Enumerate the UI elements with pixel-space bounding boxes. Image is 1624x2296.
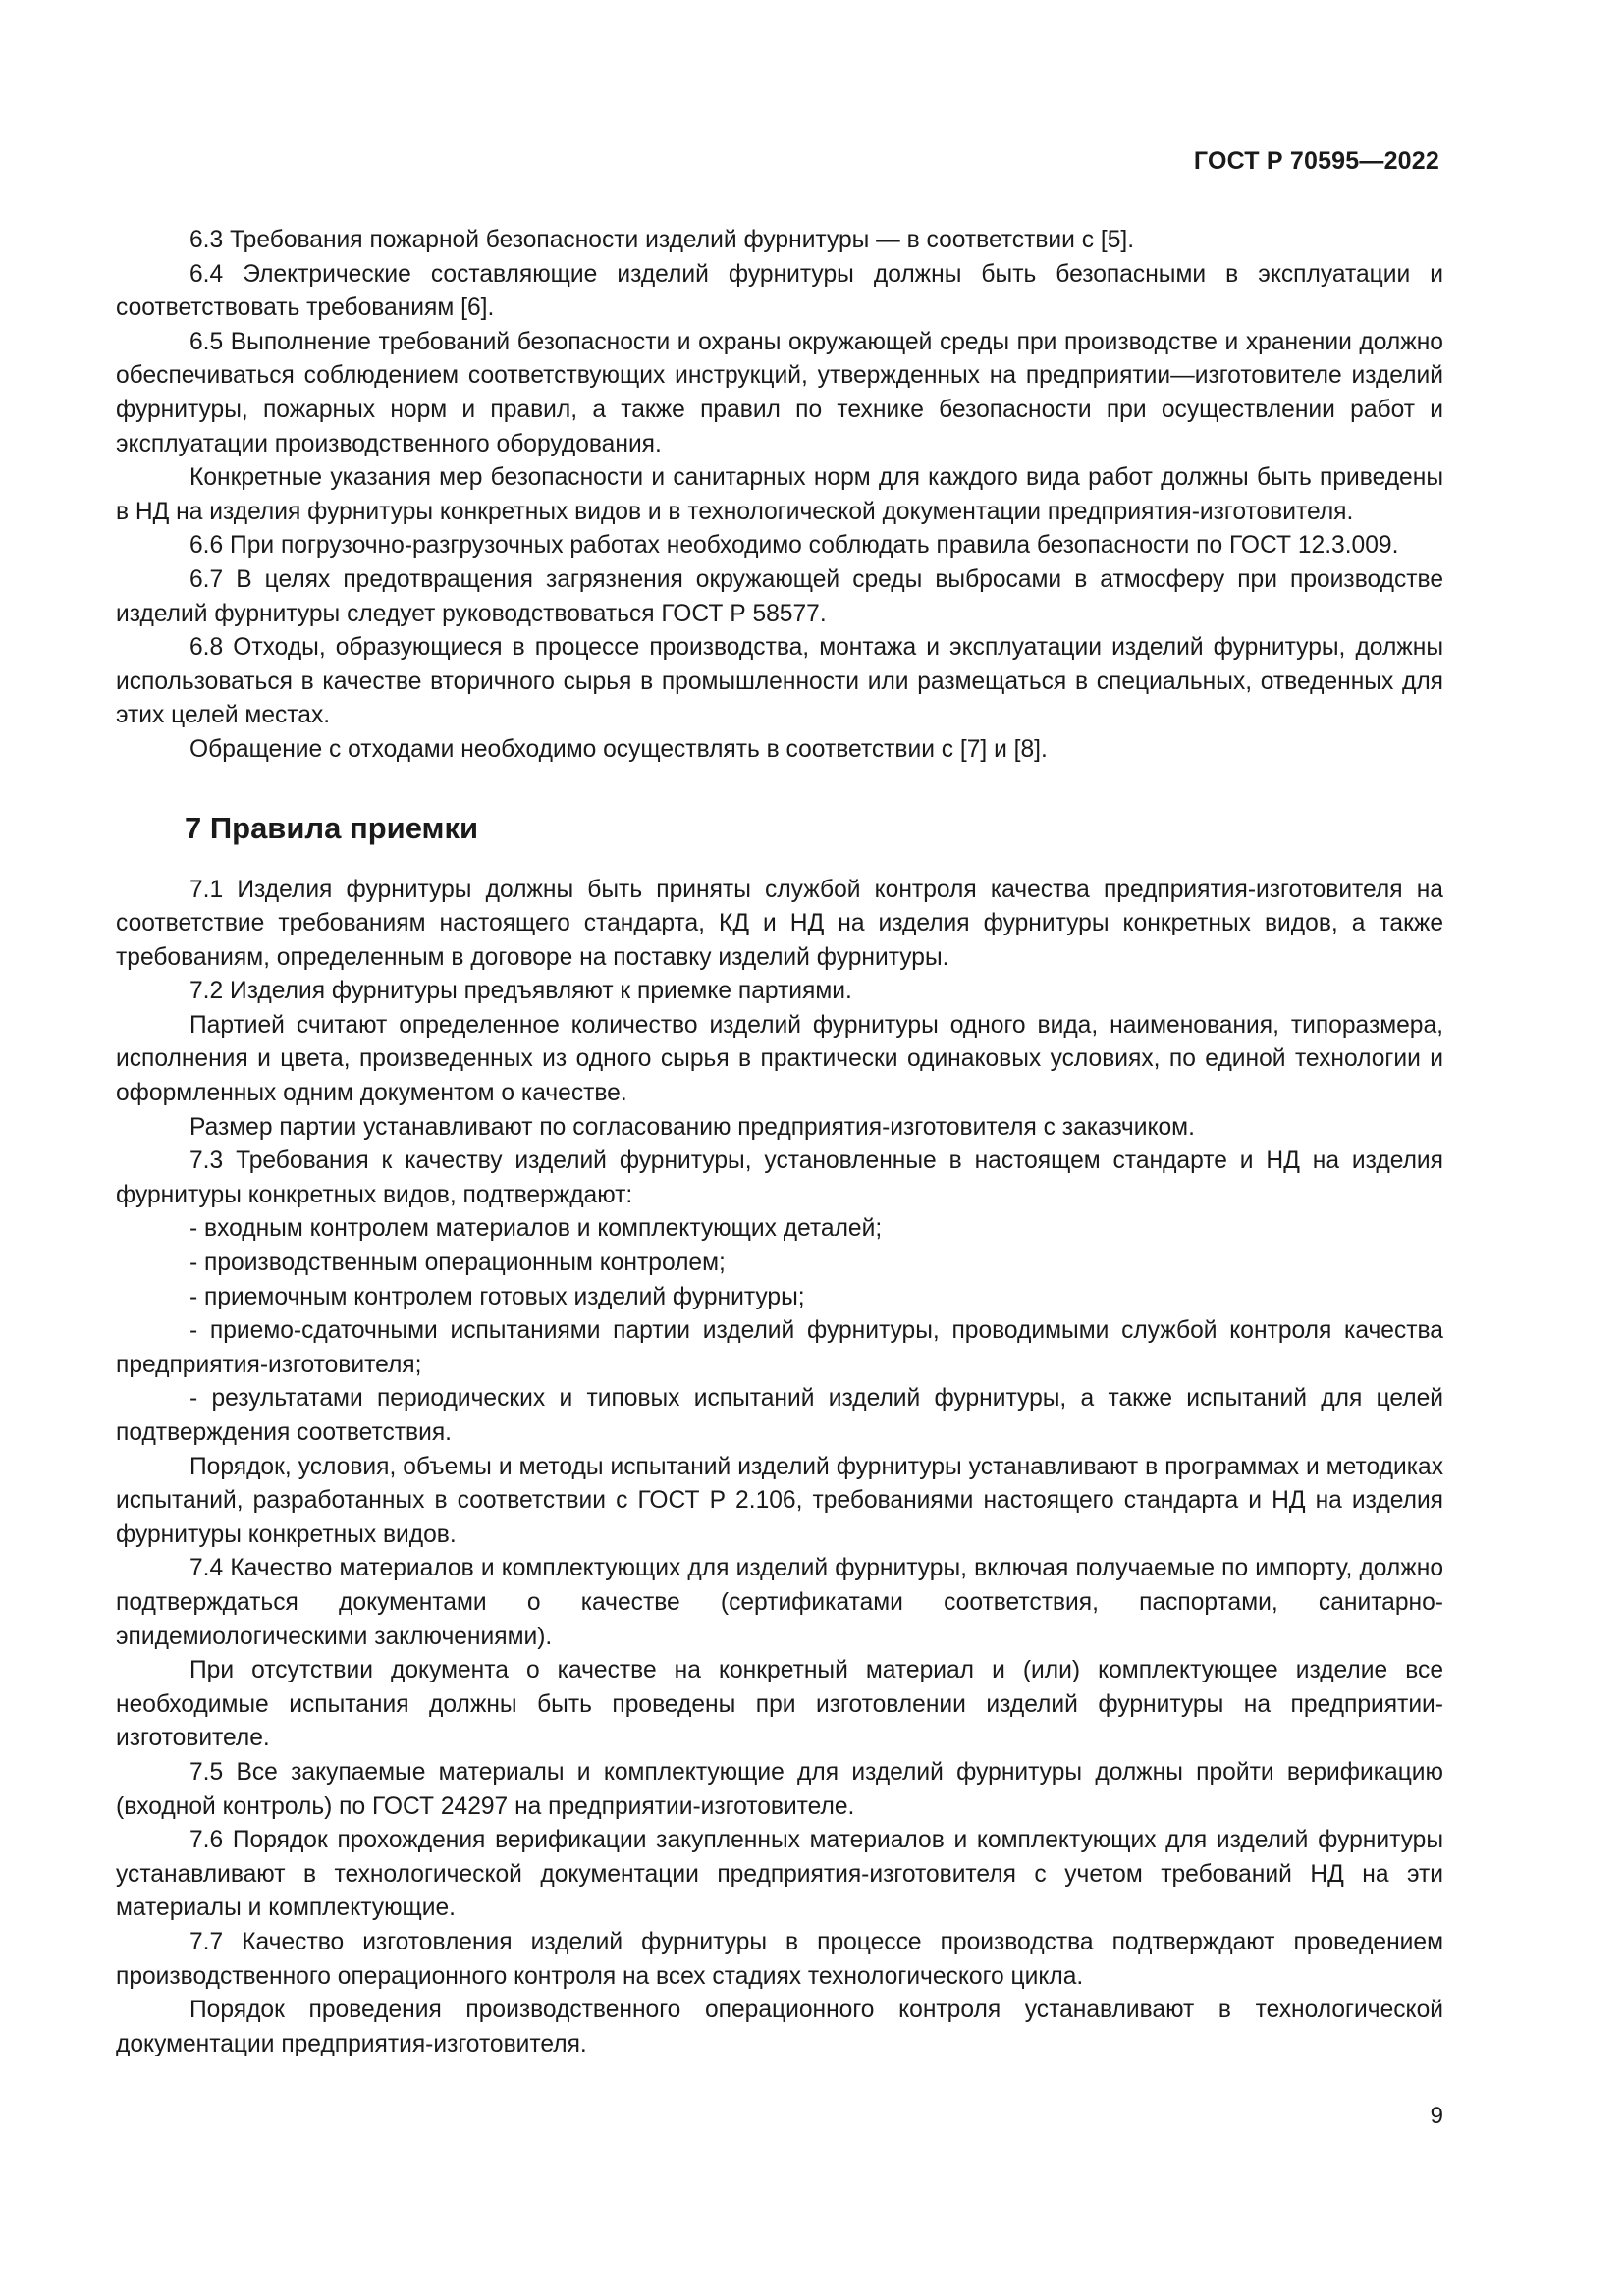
list-item: - приемочным контролем готовых изделий фурнитуры;: [189, 1283, 805, 1310]
paragraph: 7.1 Изделия фурнитуры должны быть приняты службой контроля качества предприятия-изготовителя на соответствие требованиям настоящего стандарта, КД и НД на изделия фурнитуры конкретных видов, а также требованиям, определенным в договоре на поставку изделий фурнитуры.: [116, 876, 1443, 971]
paragraph: 7.2 Изделия фурнитуры предъявляют к приемке партиями.: [189, 978, 852, 1005]
list-item: - входным контролем материалов и комплектующих деталей;: [189, 1215, 883, 1243]
paragraph: Партией считают определенное количество изделий фурнитуры одного вида, наименования, типоразмера, исполнения и цвета, произведенных из одного сырья в практически одинаковых условиях, по единой технологии и оформленных одним документом о качестве.: [116, 1011, 1443, 1107]
page-number: 9: [1430, 2103, 1443, 2129]
paragraph: 7.6 Порядок прохождения верификации закупленных материалов и комплектующих для изделий фурнитуры устанавливают в технологической документации предприятия-изготовителя с учетом требований НД на эти материалы и комплектующие.: [116, 1827, 1443, 1922]
paragraph: 6.4 Электрические составляющие изделий фурнитуры должны быть безопасными в эксплуатации и соответствовать требованиям [6].: [116, 260, 1443, 322]
paragraph: 6.5 Выполнение требований безопасности и охраны окружающей среды при производстве и хранении должно обеспечиваться соблюдением соответствующих инструкций, утвержденных на предприятии—изготовителе изделий фурнитуры, пожарных норм и правил, а также правил по технике безопасности при осуществлении работ и эксплуатации производственного оборудования.: [116, 328, 1443, 457]
paragraph: Конкретные указания мер безопасности и санитарных норм для каждого вида работ должны быть приведены в НД на изделия фурнитуры конкретных видов и в технологической документации предприятия-изготовителя.: [116, 464, 1443, 525]
list-item: - приемо-сдаточными испытаниями партии изделий фурнитуры, проводимыми службой контроля качества предприятия-изготовителя;: [116, 1317, 1443, 1378]
paragraph: Размер партии устанавливают по согласованию предприятия-изготовителя с заказчиком.: [189, 1113, 1195, 1141]
paragraph: Порядок проведения производственного операционного контроля устанавливают в технологической документации предприятия-изготовителя.: [116, 1997, 1443, 2057]
paragraph: При отсутствии документа о качестве на конкретный материал и (или) комплектующее изделие все необходимые испытания должны быть проведены при изготовлении изделий фурнитуры на предприятии-изготовителе.: [116, 1657, 1443, 1752]
list-item: - производственным операционным контролем;: [189, 1250, 726, 1277]
document-body: [116, 224, 1443, 2061]
paragraph: 6.7 В целях предотвращения загрязнения окружающей среды выбросами в атмосферу при производстве изделий фурнитуры следует руководствоваться ГОСТ Р 58577.: [116, 565, 1443, 627]
paragraph: 6.8 Отходы, образующиеся в процессе производства, монтажа и эксплуатации изделий фурнитуры, должны использоваться в качестве вторичного сырья в промышленности или размещаться в специальных, отведенных для этих целей местах.: [116, 634, 1443, 729]
paragraph: Порядок, условия, объемы и методы испытаний изделий фурнитуры устанавливают в программах и методиках испытаний, разработанных в соответствии с ГОСТ Р 2.106, требованиями настоящего стандарта и НД на изделия фурнитуры конкретных видов.: [116, 1453, 1443, 1548]
document-header: ГОСТ Р 70595—2022: [1193, 147, 1439, 175]
paragraph: Обращение с отходами необходимо осуществлять в соответствии с [7] и [8].: [189, 735, 1048, 763]
paragraph: 6.3 Требования пожарной безопасности изделий фурнитуры — в соответствии с [5].: [189, 227, 1135, 253]
paragraph: 7.5 Все закупаемые материалы и комплектующие для изделий фурнитуры должны пройти верификацию (входной контроль) по ГОСТ 24297 на предприятии-изготовителе.: [116, 1758, 1443, 1820]
section-title: 7 Правила приемки: [185, 810, 479, 845]
list-item: - результатами периодических и типовых испытаний изделий фурнитуры, а также испытаний для целей подтверждения соответствия.: [116, 1385, 1443, 1446]
paragraph: 7.4 Качество материалов и комплектующих для изделий фурнитуры, включая получаемые по импорту, должно подтверждаться документами о качестве (сертификатами соответствия, паспортами, санитарно-эпидемиологическими заключениями).: [116, 1555, 1443, 1650]
paragraph: 6.6 При погрузочно-разгрузочных работах необходимо соблюдать правила безопасности по ГОСТ 12.3.009.: [189, 532, 1399, 560]
paragraph: 7.3 Требования к качеству изделий фурнитуры, установленные в настоящем стандарте и НД на изделия фурнитуры конкретных видов, подтверждают:: [116, 1148, 1443, 1208]
paragraph: 7.7 Качество изготовления изделий фурнитуры в процессе производства подтверждают проведением производственного операционного контроля на всех стадиях технологического цикла.: [116, 1928, 1443, 1990]
